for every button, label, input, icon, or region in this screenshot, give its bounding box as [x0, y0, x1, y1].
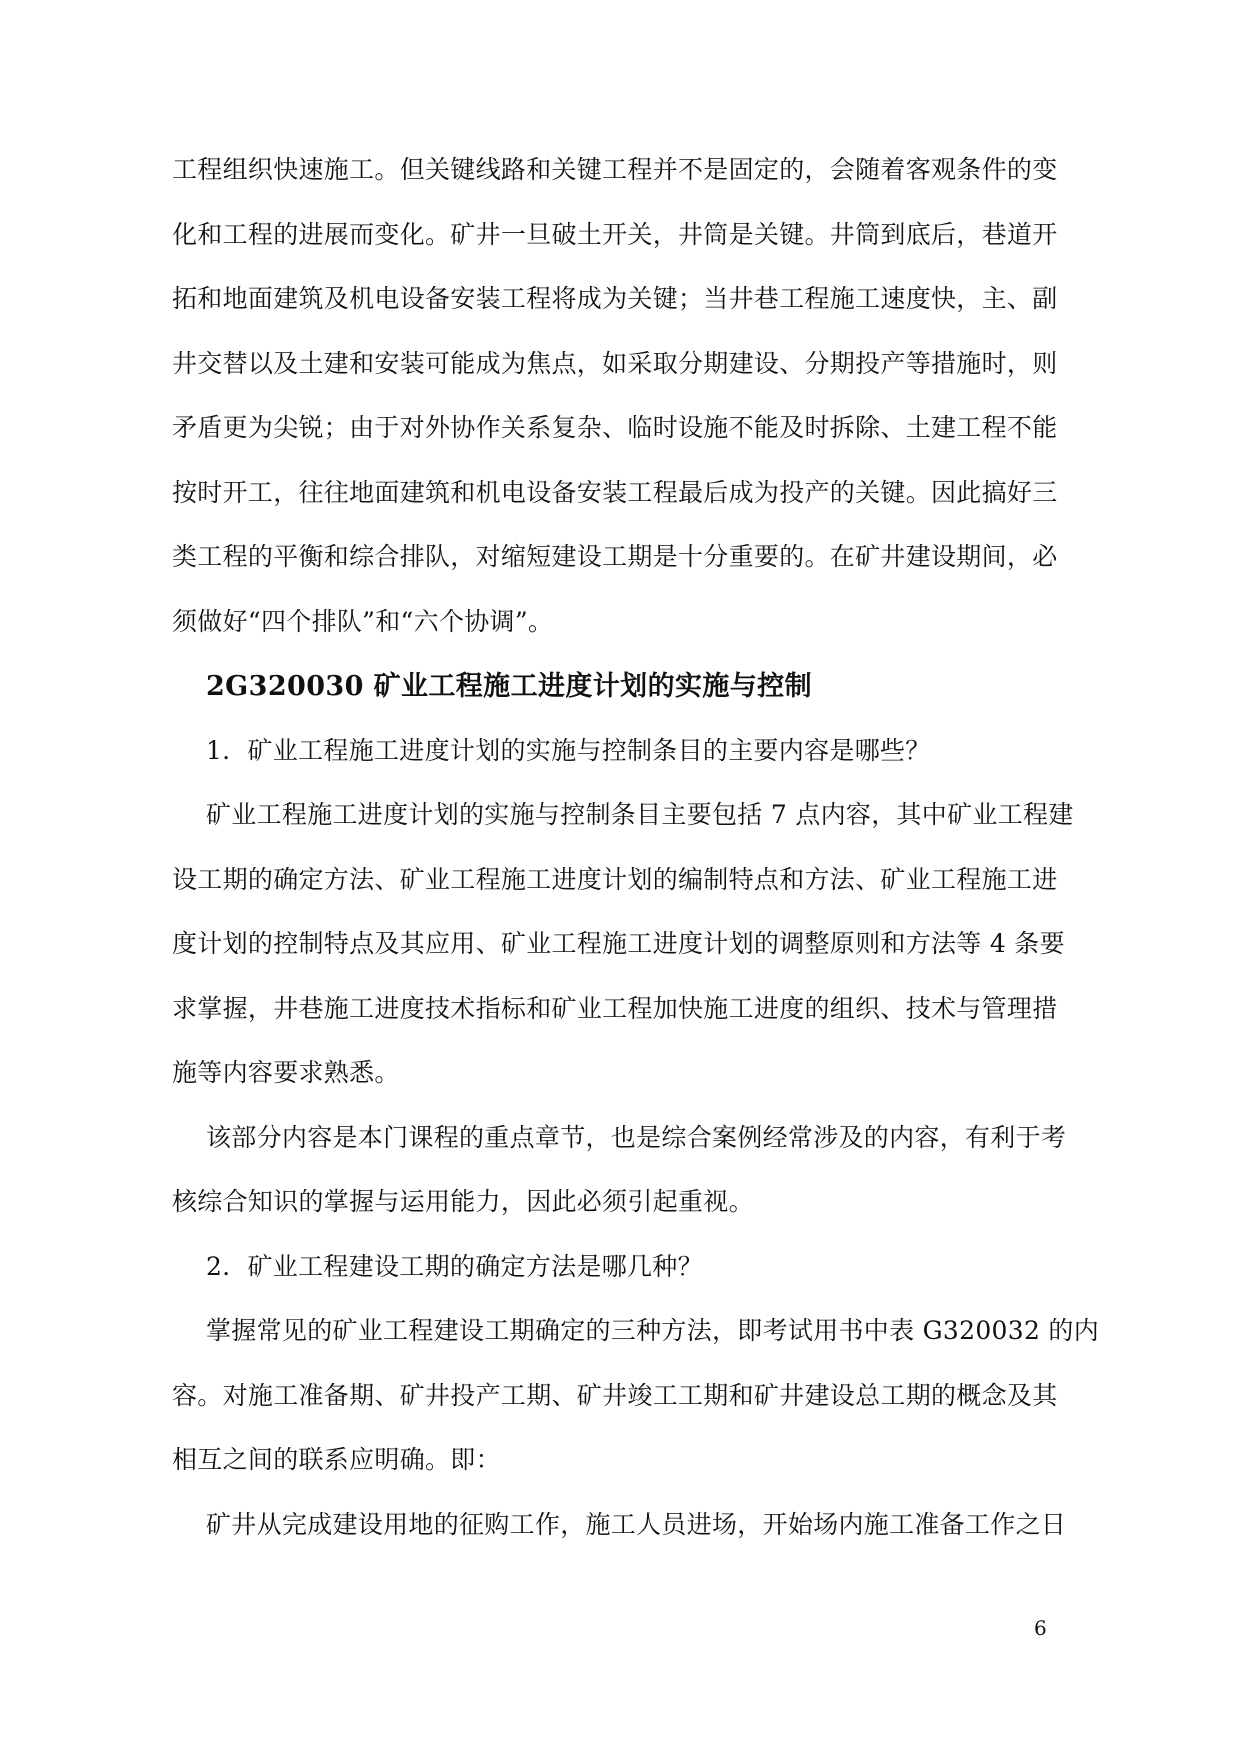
answer-2-line: 相互之间的联系应明确。即： — [172, 1445, 501, 1474]
question-1: 1．矿业工程施工进度计划的实施与控制条目的主要内容是哪些？ — [206, 736, 931, 765]
question-2: 2．矿业工程建设工期的确定方法是哪几种？ — [206, 1252, 703, 1281]
answer-1-line: 矿业工程施工进度计划的实施与控制条目主要包括 7 点内容，其中矿业工程建 — [206, 800, 1074, 829]
paragraph-line: 按时开工，往往地面建筑和机电设备安装工程最后成为投产的关键。因此搞好三 — [172, 478, 1058, 507]
answer-2-line: 容。对施工准备期、矿井投产工期、矿井竣工工期和矿井建设总工期的概念及其 — [172, 1381, 1058, 1410]
answer-1-line: 度计划的控制特点及其应用、矿业工程施工进度计划的调整原则和方法等 4 条要 — [172, 929, 1065, 958]
paragraph-line: 类工程的平衡和综合排队，对缩短建设工期是十分重要的。在矿井建设期间，必 — [172, 542, 1058, 571]
section-heading: 2G320030 矿业工程施工进度计划的实施与控制 — [206, 671, 812, 702]
paragraph-line: 化和工程的进展而变化。矿井一旦破土开关，井筒是关键。井筒到底后，巷道开 — [172, 220, 1058, 249]
answer-1b-line: 核综合知识的掌握与运用能力，因此必须引起重视。 — [172, 1187, 754, 1216]
paragraph-line: 拓和地面建筑及机电设备安装工程将成为关键；当井巷工程施工速度快，主、副 — [172, 284, 1058, 313]
answer-2-line: 掌握常见的矿业工程建设工期确定的三种方法，即考试用书中表 G320032 的内 — [206, 1316, 1100, 1345]
answer-1b-line: 该部分内容是本门课程的重点章节，也是综合案例经常涉及的内容，有利于考 — [206, 1123, 1067, 1152]
paragraph-line: 须做好“四个排队”和“六个协调”。 — [172, 607, 554, 636]
paragraph-line: 工程组织快速施工。但关键线路和关键工程并不是固定的，会随着客观条件的变 — [172, 155, 1058, 184]
paragraph-line: 井交替以及土建和安装可能成为焦点，如采取分期建设、分期投产等措施时，则 — [172, 349, 1058, 378]
paragraph-line: 矛盾更为尖锐；由于对外协作关系复杂、临时设施不能及时拆除、土建工程不能 — [172, 413, 1058, 442]
answer-2b-line: 矿井从完成建设用地的征购工作，施工人员进场，开始场内施工准备工作之日 — [206, 1510, 1067, 1539]
answer-1-line: 设工期的确定方法、矿业工程施工进度计划的编制特点和方法、矿业工程施工进 — [172, 865, 1058, 894]
answer-1-line: 施等内容要求熟悉。 — [172, 1058, 400, 1087]
page-number: 6 — [1034, 1616, 1047, 1640]
answer-1-line: 求掌握，井巷施工进度技术指标和矿业工程加快施工进度的组织、技术与管理措 — [172, 994, 1058, 1023]
